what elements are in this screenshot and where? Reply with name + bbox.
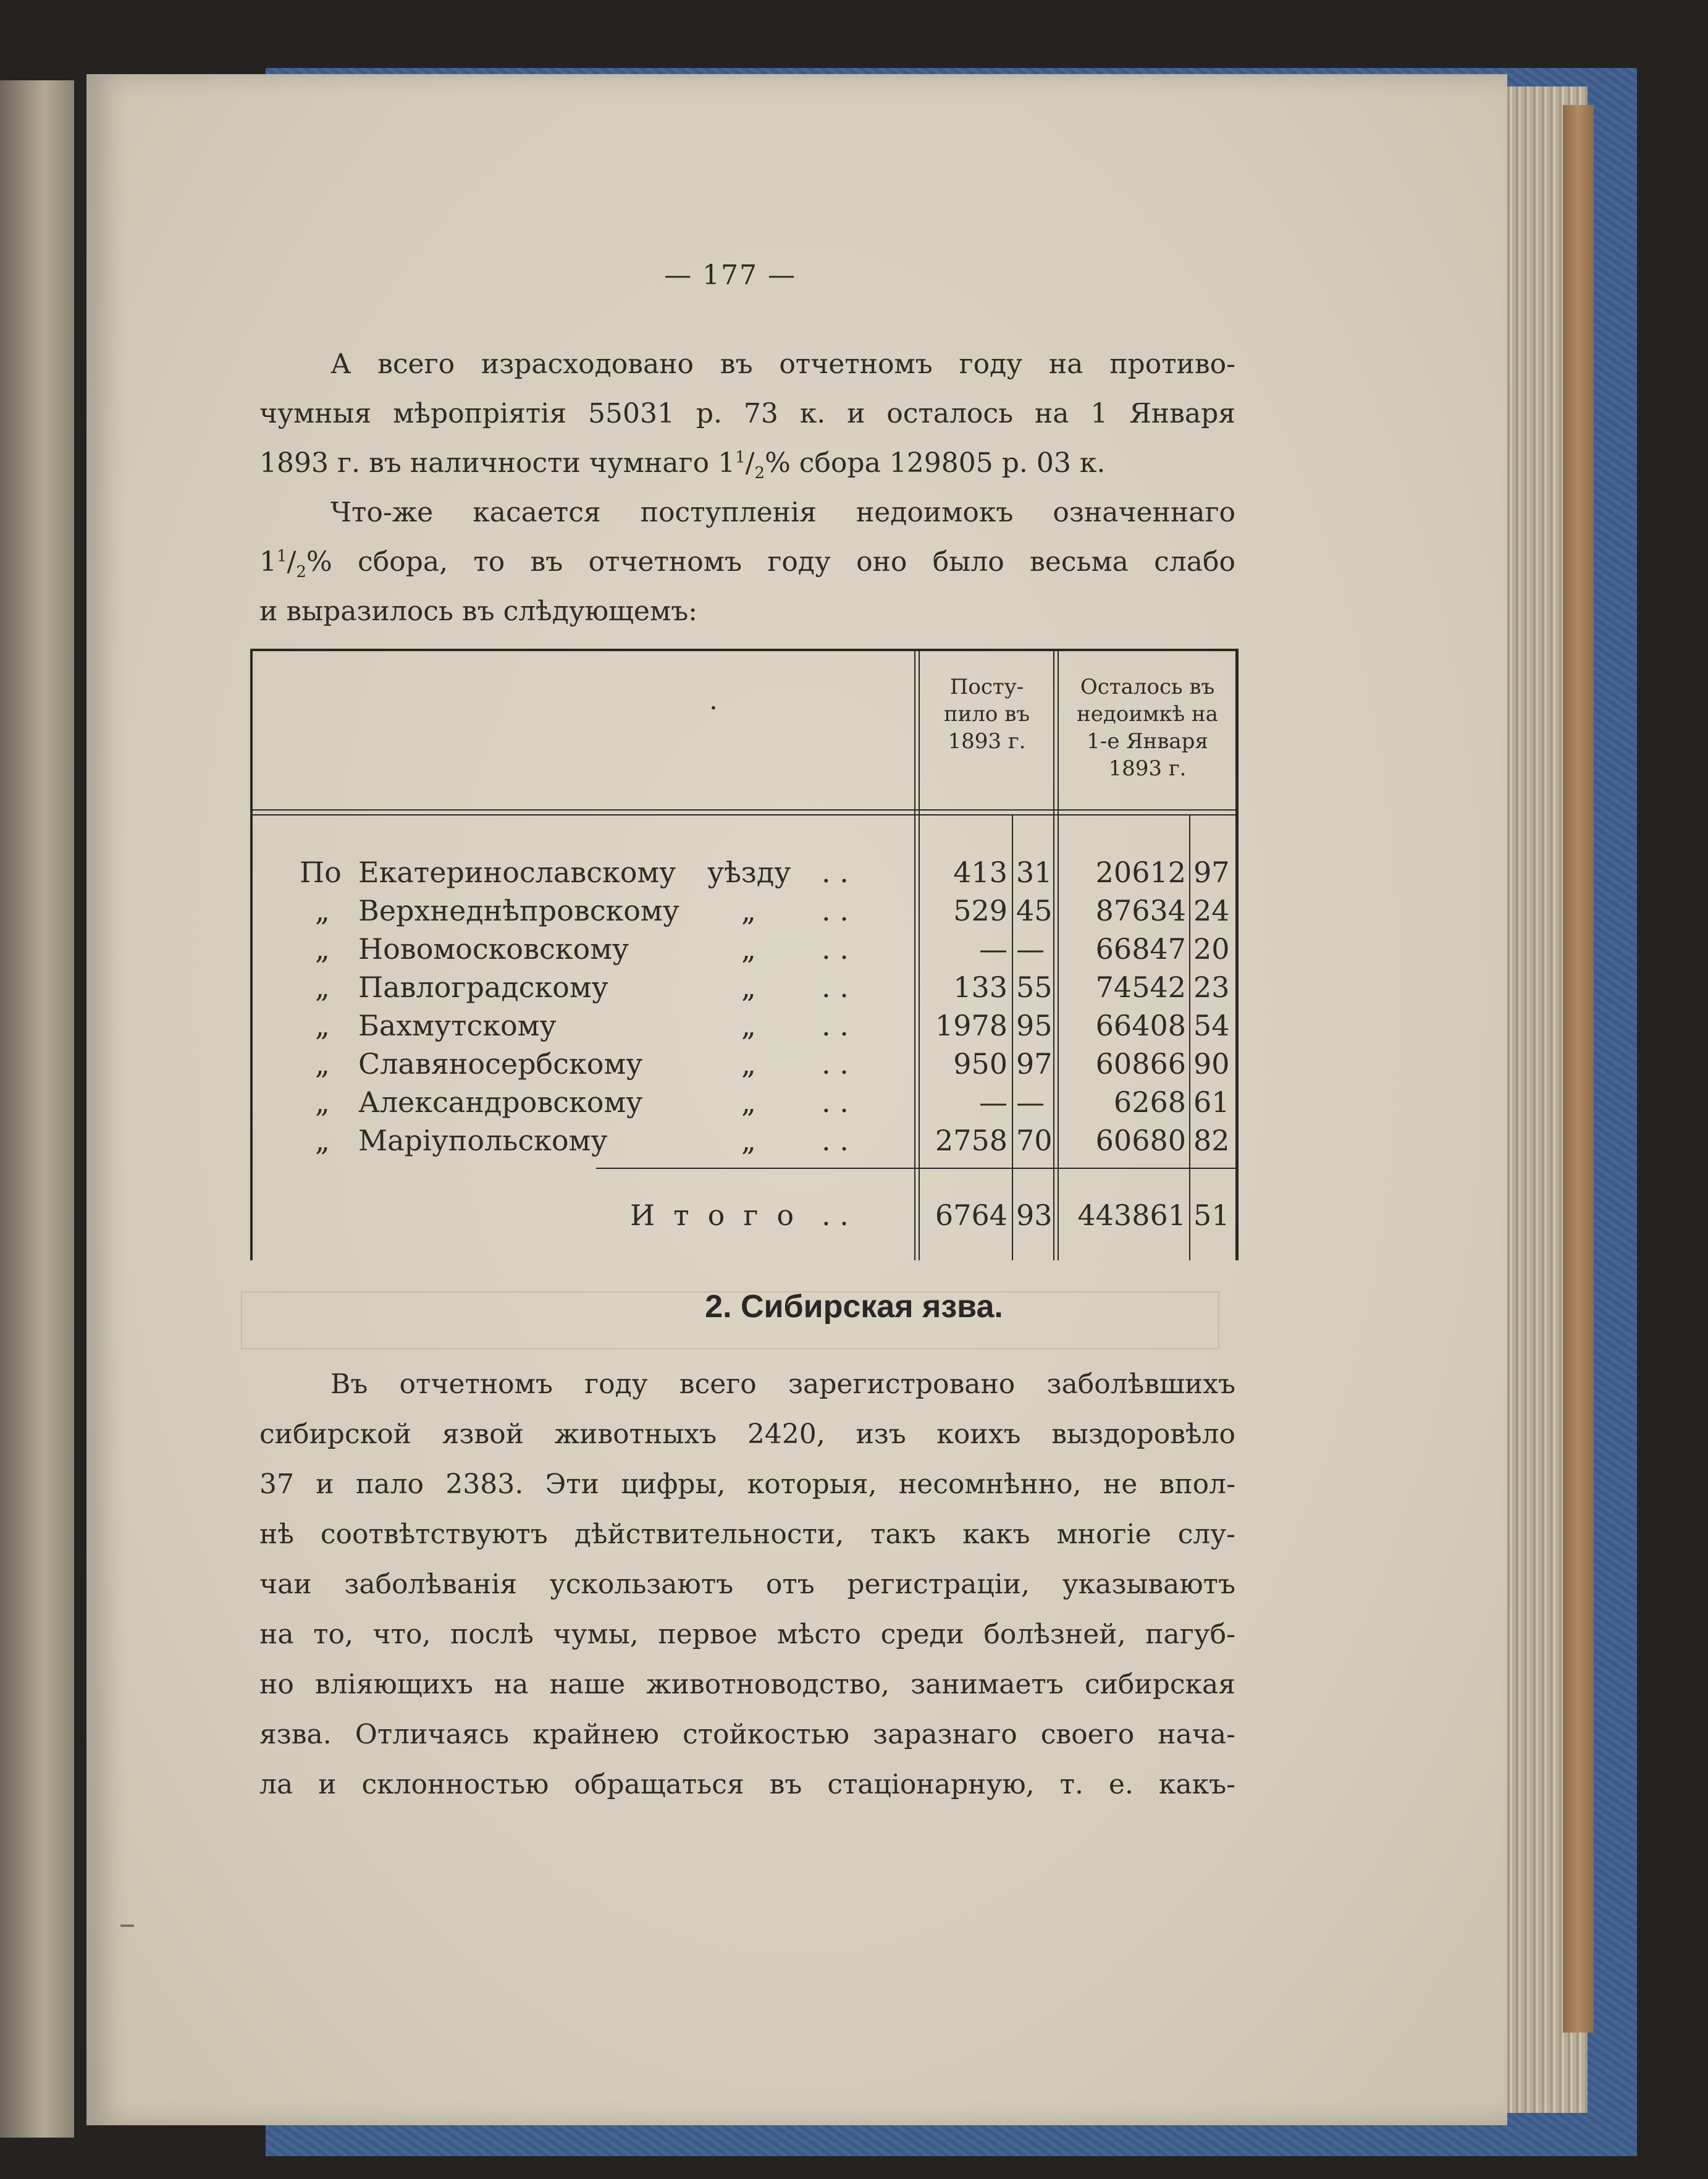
row-received-rub: — (979, 1085, 1008, 1119)
row-suffix: „ (741, 894, 756, 927)
row-remaining-rub: 60866 (1095, 1047, 1186, 1081)
row-dots: . . (822, 1124, 849, 1157)
table-top-rule (250, 649, 1239, 651)
col-rule (1189, 816, 1190, 1260)
total-remaining-kop: 51 (1193, 1199, 1230, 1232)
text-line: чумныя мѣропріятія 55031 р. 73 к. и осталось на 1 Января (259, 398, 1235, 429)
text-line: и выразилось въ слѣдующемъ: (259, 596, 698, 627)
row-received-kop: 45 (1016, 894, 1053, 927)
row-received-kop: — (1016, 932, 1045, 966)
header-rule-1 (250, 809, 1239, 811)
col-header-received: Посту- пило въ 1893 г. (944, 675, 1030, 754)
text-line: нѣ соотвѣтствуютъ дѣйствительности, такъ какъ многіе слу- (259, 1519, 1235, 1550)
row-remaining-kop: 54 (1193, 1009, 1230, 1042)
row-remaining-rub: 87634 (1095, 894, 1186, 927)
row-remaining-rub: 66847 (1095, 932, 1186, 966)
row-remaining-kop: 90 (1193, 1047, 1230, 1081)
header-rule-2 (250, 814, 1239, 816)
arrears-table (250, 649, 1242, 1260)
row-received-kop: 70 (1016, 1124, 1053, 1157)
row-received-rub: 529 (953, 894, 1008, 927)
row-district-name: Бахмутскому (358, 1009, 557, 1042)
row-received-rub: 133 (953, 971, 1008, 1004)
row-district-name: Верхнеднѣпровскому (358, 894, 679, 927)
row-remaining-kop: 97 (1193, 856, 1230, 889)
row-dots: . . (822, 1085, 849, 1119)
total-remaining-rub: 443861 (1077, 1199, 1186, 1232)
total-received-kop: 93 (1016, 1199, 1053, 1232)
row-remaining-kop: 23 (1193, 971, 1230, 1004)
row-dots: . . (822, 1047, 849, 1081)
text-line: сибирской язвой животныхъ 2420, изъ коихъ выздоровѣло (259, 1418, 1235, 1450)
row-received-rub: 950 (953, 1047, 1008, 1081)
row-received-rub: 2758 (935, 1124, 1008, 1157)
row-district-name: Александровскому (358, 1085, 643, 1119)
page-stack-edge-brown (1563, 105, 1594, 2033)
text-line: ла и склонностью обращаться въ стаціонарную, т. е. какъ- (259, 1769, 1235, 1800)
row-suffix: „ (741, 932, 756, 966)
row-prefix: „ (315, 932, 330, 966)
row-remaining-kop: 24 (1193, 894, 1230, 927)
row-prefix: „ (315, 894, 330, 927)
header-dot: · (709, 693, 718, 724)
row-received-kop: 55 (1016, 971, 1053, 1004)
col-rule (1012, 816, 1013, 1260)
left-page-edge (0, 80, 74, 2138)
row-received-kop: 31 (1016, 856, 1053, 889)
row-suffix: „ (741, 1085, 756, 1119)
row-district-name: Павлоградскому (358, 971, 608, 1004)
row-dots: . . (822, 932, 849, 966)
row-received-rub: 413 (953, 856, 1008, 889)
row-prefix: По (300, 856, 342, 889)
row-received-kop: 97 (1016, 1047, 1053, 1081)
total-received-rub: 6764 (935, 1199, 1008, 1232)
total-dots: . . (822, 1199, 849, 1232)
row-remaining-rub: 74542 (1095, 971, 1186, 1004)
col-header-remaining: Осталось въ недоимкѣ на 1-е Января 1893 г. (1077, 675, 1218, 781)
text-line: на то, что, послѣ чумы, первое мѣсто среди болѣзней, пагуб- (259, 1619, 1235, 1650)
row-remaining-rub: 66408 (1095, 1009, 1186, 1042)
text-line: 37 и пало 2383. Эти цифры, которыя, несомнѣнно, не впол- (259, 1469, 1235, 1500)
row-prefix: „ (315, 1009, 330, 1042)
row-district-name: Славяносербскому (358, 1047, 643, 1081)
row-dots: . . (822, 1009, 849, 1042)
row-dots: . . (822, 856, 849, 889)
table-left-rule (250, 649, 253, 1260)
row-prefix: „ (315, 971, 330, 1004)
page-number: — 177 — (664, 259, 796, 291)
text-line: А всего израсходовано въ отчетномъ году на противо- (330, 348, 1235, 380)
section-title: 2. Сибирская язва. (705, 1289, 1003, 1325)
row-suffix: „ (741, 1124, 756, 1157)
row-district-name: Екатеринославскому (358, 856, 676, 889)
text-line: чаи заболѣванія ускользаютъ отъ регистраціи, указываютъ (259, 1569, 1235, 1600)
row-remaining-rub: 20612 (1095, 856, 1186, 889)
text-line: Въ отчетномъ году всего зарегистровано заболѣвшихъ (330, 1368, 1235, 1400)
paragraph-1 (259, 340, 1235, 488)
total-label: Итого (630, 1199, 813, 1232)
row-remaining-kop: 61 (1193, 1085, 1230, 1119)
text-line-fraction: 1893 г. въ наличности чумнаго $1^1/_2\%$ сбора 129805 р. 03 к. (259, 447, 1106, 483)
row-prefix: „ (315, 1124, 330, 1157)
row-remaining-rub: 60680 (1095, 1124, 1186, 1157)
total-rule (596, 1168, 1239, 1169)
row-remaining-kop: 82 (1193, 1124, 1230, 1157)
row-suffix: уѣзду (707, 856, 791, 889)
row-received-kop: 95 (1016, 1009, 1053, 1042)
row-suffix: „ (741, 971, 756, 1004)
paragraph-3 (259, 1359, 1235, 1810)
row-received-kop: — (1016, 1085, 1045, 1119)
row-district-name: Новомосковскому (358, 932, 629, 966)
row-district-name: Маріупольскому (358, 1124, 608, 1157)
margin-mark (120, 1924, 134, 1927)
row-dots: . . (822, 894, 849, 927)
text-line: язва. Отличаясь крайнею стойкостью заразнаго своего нача- (259, 1719, 1235, 1750)
row-received-rub: 1978 (935, 1009, 1008, 1042)
row-received-rub: — (979, 932, 1008, 966)
text-line: но вліяющихъ на наше животноводство, занимаетъ сибирская (259, 1669, 1235, 1700)
row-prefix: „ (315, 1085, 330, 1119)
row-suffix: „ (741, 1009, 756, 1042)
row-prefix: „ (315, 1047, 330, 1081)
row-remaining-rub: 6268 (1113, 1085, 1186, 1119)
text-line-fraction: $1^1/_2\%$ сбора, то въ отчетномъ году оно было весьма слабо (259, 546, 1235, 581)
paragraph-2 (259, 488, 1235, 636)
row-dots: . . (822, 971, 849, 1004)
row-remaining-kop: 20 (1193, 932, 1230, 966)
row-suffix: „ (741, 1047, 756, 1081)
text-line: Что-же касается поступленія недоимокъ означеннаго (330, 497, 1235, 528)
